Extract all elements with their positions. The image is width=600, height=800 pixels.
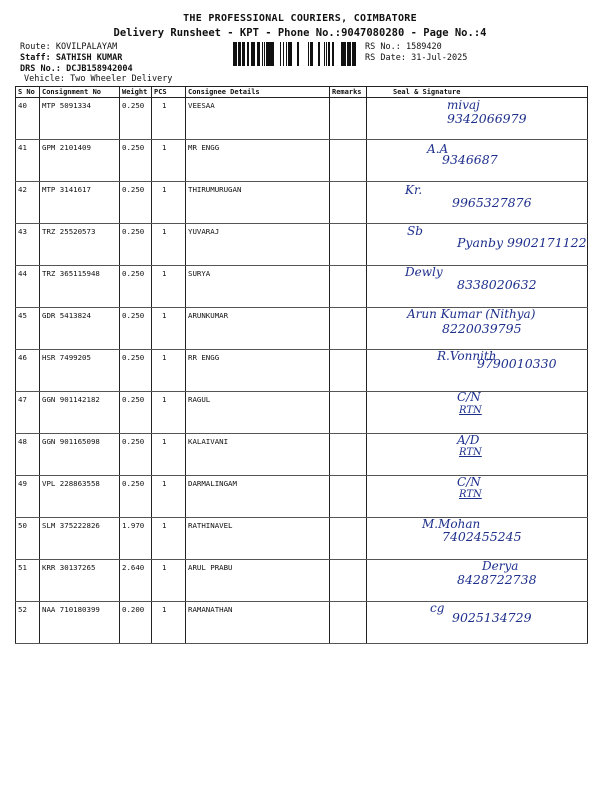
vehicle-label: Vehicle: (24, 74, 65, 84)
row-weight: 0.250 (120, 434, 152, 476)
handwritten-phone: RTN (459, 405, 482, 416)
handwritten-phone: 9025134729 (452, 610, 532, 625)
row-weight: 0.250 (120, 308, 152, 350)
row-sno: 52 (16, 602, 40, 644)
row-consignment-no: GGN 901165098 (40, 434, 120, 476)
handwritten-phone: 8338020632 (457, 277, 537, 292)
staff-line (20, 53, 122, 63)
row-consignment-no: VPL 228863558 (40, 476, 120, 518)
row-pcs: 1 (152, 308, 186, 350)
row-consignee: SURYA (186, 266, 330, 308)
row-sno: 51 (16, 560, 40, 602)
handwritten-phone: 8220039795 (442, 321, 522, 336)
row-consignment-no: NAA 710180399 (40, 602, 120, 644)
rs-no-value: 1589420 (405, 42, 442, 52)
row-pcs: 1 (152, 434, 186, 476)
rs-no-line (365, 42, 442, 52)
table-row (16, 434, 588, 476)
handwritten-phone: 9965327876 (452, 195, 532, 210)
row-remarks (330, 434, 367, 476)
route-label: Route: (20, 42, 51, 52)
table-row (16, 476, 588, 518)
col-weight: Weight (120, 87, 152, 98)
handwritten-signature: Sb (407, 224, 423, 238)
table-row (16, 518, 588, 560)
staff-value: SATHISH KUMAR (55, 53, 123, 63)
row-pcs: 1 (152, 602, 186, 644)
row-sno: 40 (16, 98, 40, 140)
row-signature (367, 140, 588, 182)
row-pcs: 1 (152, 518, 186, 560)
row-pcs: 1 (152, 266, 186, 308)
handwritten-phone: RTN (459, 489, 482, 500)
col-remarks: Remarks (330, 87, 367, 98)
row-sno: 49 (16, 476, 40, 518)
row-sno: 41 (16, 140, 40, 182)
runsheet-title: Delivery Runsheet - KPT - Phone No.:9047080280 - Page No.:4 (113, 27, 487, 39)
col-consignee: Consignee Details (186, 87, 330, 98)
row-consignment-no: GDR 5413824 (40, 308, 120, 350)
handwritten-signature: C/N (457, 391, 481, 404)
row-weight: 0.250 (120, 392, 152, 434)
col-sno: S No (16, 87, 40, 98)
row-remarks (330, 476, 367, 518)
col-consignment: Consignment No (40, 87, 120, 98)
row-signature (367, 98, 588, 140)
handwritten-signature: M.Mohan (422, 517, 481, 531)
row-pcs: 1 (152, 224, 186, 266)
row-weight: 1.970 (120, 518, 152, 560)
row-remarks (330, 308, 367, 350)
vehicle-value: Two Wheeler Delivery (70, 74, 173, 84)
row-sno: 43 (16, 224, 40, 266)
row-signature (367, 266, 588, 308)
handwritten-phone: 9790010330 (477, 356, 557, 371)
row-signature (367, 602, 588, 644)
row-remarks (330, 224, 367, 266)
row-sno: 48 (16, 434, 40, 476)
col-signature: Seal & Signature (367, 87, 588, 98)
row-remarks (330, 98, 367, 140)
drs-value: DCJB158942004 (66, 64, 133, 74)
row-sno: 47 (16, 392, 40, 434)
row-weight: 0.250 (120, 182, 152, 224)
row-signature (367, 392, 588, 434)
handwritten-signature: cg (430, 601, 445, 615)
row-remarks (330, 140, 367, 182)
row-consignment-no: TRZ 365115948 (40, 266, 120, 308)
table-row (16, 602, 588, 644)
row-consignee: RAMANATHAN (186, 602, 330, 644)
table-row (16, 392, 588, 434)
row-signature (367, 476, 588, 518)
vehicle-line (24, 74, 172, 84)
table-row (16, 224, 588, 266)
row-signature (367, 224, 588, 266)
table-row (16, 182, 588, 224)
row-weight: 2.640 (120, 560, 152, 602)
handwritten-phone: RTN (459, 447, 482, 458)
handwritten-signature: Arun Kumar (Nithya) (407, 307, 536, 321)
row-signature (367, 182, 588, 224)
row-weight: 0.250 (120, 350, 152, 392)
row-consignee: RATHINAVEL (186, 518, 330, 560)
table-row (16, 266, 588, 308)
handwritten-signature: A/D (457, 433, 480, 447)
row-consignee: ARUNKUMAR (186, 308, 330, 350)
row-sno: 46 (16, 350, 40, 392)
row-consignee: MR ENGG (186, 140, 330, 182)
row-sno: 44 (16, 266, 40, 308)
table-row (16, 140, 588, 182)
handwritten-signature: mivaj (447, 98, 480, 112)
company-title: THE PROFESSIONAL COURIERS, COIMBATORE (183, 13, 417, 24)
handwritten-signature: Dewly (405, 265, 443, 279)
handwritten-signature: Kr. (405, 183, 423, 197)
row-consignee: THIRUMURUGAN (186, 182, 330, 224)
row-signature (367, 518, 588, 560)
row-pcs: 1 (152, 140, 186, 182)
handwritten-phone: 8428722738 (457, 572, 537, 587)
row-sno: 45 (16, 308, 40, 350)
row-weight: 0.200 (120, 602, 152, 644)
row-consignee: VEESAA (186, 98, 330, 140)
row-weight: 0.250 (120, 140, 152, 182)
table-header-row (16, 87, 588, 98)
row-pcs: 1 (152, 560, 186, 602)
delivery-table (15, 86, 588, 644)
handwritten-phone: Pyanby 9902171122 (457, 235, 587, 250)
rs-no-label: RS No.: (365, 42, 401, 52)
rs-date-value: 31-Jul-2025 (411, 53, 468, 63)
row-consignment-no: GGN 901142182 (40, 392, 120, 434)
row-consignee: KALAIVANI (186, 434, 330, 476)
row-consignee: DARMALINGAM (186, 476, 330, 518)
row-consignee: YUVARAJ (186, 224, 330, 266)
row-consignment-no: MTP 3141617 (40, 182, 120, 224)
drs-line (20, 64, 133, 74)
table-row (16, 350, 588, 392)
row-consignment-no: SLM 375222826 (40, 518, 120, 560)
handwritten-signature: Derya (482, 559, 519, 573)
row-sno: 42 (16, 182, 40, 224)
handwritten-signature: A.A (427, 142, 449, 156)
row-consignee: RAGUL (186, 392, 330, 434)
col-pcs: PCS (152, 87, 186, 98)
row-remarks (330, 350, 367, 392)
table-row (16, 308, 588, 350)
row-pcs: 1 (152, 350, 186, 392)
staff-label: Staff: (20, 53, 51, 63)
row-signature (367, 560, 588, 602)
row-remarks (330, 602, 367, 644)
row-consignment-no: MTP 5091334 (40, 98, 120, 140)
route-line (20, 42, 117, 52)
row-pcs: 1 (152, 98, 186, 140)
row-weight: 0.250 (120, 476, 152, 518)
handwritten-phone: 9346687 (442, 152, 498, 167)
row-pcs: 1 (152, 476, 186, 518)
row-consignment-no: GPM 2101409 (40, 140, 120, 182)
row-consignee: RR ENGG (186, 350, 330, 392)
row-signature (367, 350, 588, 392)
row-weight: 0.250 (120, 98, 152, 140)
table-row (16, 98, 588, 140)
handwritten-signature: C/N (457, 475, 481, 489)
row-weight: 0.250 (120, 224, 152, 266)
rs-date-line (365, 53, 467, 63)
table-row (16, 560, 588, 602)
row-consignment-no: TRZ 25520573 (40, 224, 120, 266)
row-consignee: ARUL PRABU (186, 560, 330, 602)
handwritten-signature: R.Vonnith (437, 349, 497, 363)
handwritten-phone: 7402455245 (442, 529, 522, 544)
row-remarks (330, 560, 367, 602)
row-signature (367, 434, 588, 476)
row-remarks (330, 266, 367, 308)
row-remarks (330, 182, 367, 224)
row-weight: 0.250 (120, 266, 152, 308)
handwritten-phone: 9342066979 (447, 111, 527, 126)
drs-label: DRS No.: (20, 64, 61, 74)
row-pcs: 1 (152, 182, 186, 224)
row-remarks (330, 392, 367, 434)
row-sno: 50 (16, 518, 40, 560)
row-signature (367, 308, 588, 350)
barcode-image (233, 42, 357, 66)
route-value: KOVILPALAYAM (55, 42, 118, 52)
rs-date-label: RS Date: (365, 53, 406, 63)
row-remarks (330, 518, 367, 560)
row-consignment-no: KRR 30137265 (40, 560, 120, 602)
row-consignment-no: HSR 7499205 (40, 350, 120, 392)
row-pcs: 1 (152, 392, 186, 434)
